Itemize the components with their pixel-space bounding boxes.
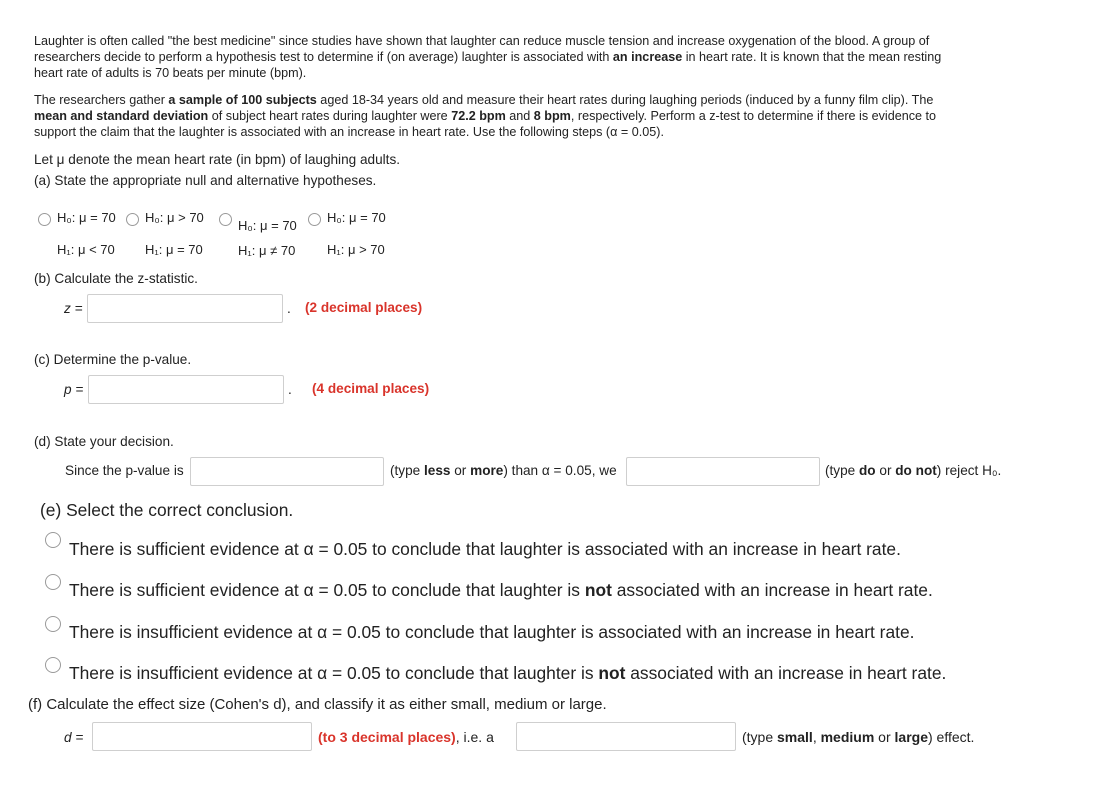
hyp-option-3-h1: H₁: μ ≠ 70 (238, 243, 296, 258)
z-statistic-input[interactable] (87, 294, 283, 323)
d-decimal-hint: (to 3 decimal places), i.e. a (318, 729, 494, 745)
intro-paragraph-2 (34, 92, 936, 140)
hyp-option-4-h1: H₁: μ > 70 (327, 242, 385, 257)
less-more-hint: (type less or more) than α = 0.05, we (390, 463, 617, 478)
hyp-option-2-radio[interactable] (126, 213, 139, 226)
conclusion-option-1-radio[interactable] (45, 532, 61, 548)
conclusion-option-4-text: There is insufficient evidence at α = 0.05 to conclude that laughter is not associated with an increase in heart rate. (69, 663, 947, 683)
z-period: . (287, 301, 291, 316)
intro-line: mean and standard deviation of subject heart rates during laughter were 72.2 bpm and 8 bpm, respectively. Perform a z-test to determine if there is evidence to (34, 109, 937, 123)
intro-line: heart rate of adults is 70 beats per minute (bpm). (34, 66, 307, 80)
hyp-option-4-radio[interactable] (308, 213, 321, 226)
part-a-label: (a) State the appropriate null and alternative hypotheses. (34, 173, 377, 188)
part-b-label: (b) Calculate the z-statistic. (34, 271, 198, 286)
effect-size-class-input[interactable] (516, 722, 736, 751)
p-period: . (288, 382, 292, 397)
intro-line: The researchers gather a sample of 100 subjects aged 18-34 years old and measure their heart rates during laughing periods (induced by a funny film clip). The (34, 93, 934, 107)
intro-line: Laughter is often called "the best medicine" since studies have shown that laughter can reduce muscle tension and increase oxygenation of the blood. A group of (34, 34, 930, 48)
effect-size-hint: (type small, medium or large) effect. (742, 729, 975, 745)
hyp-option-1-h1: H₁: μ < 70 (57, 242, 115, 257)
z-var-label: z = (64, 301, 83, 316)
cohens-d-input[interactable] (92, 722, 312, 751)
hyp-option-2-h0: H₀: μ > 70 (145, 210, 204, 225)
let-mu-text: Let μ denote the mean heart rate (in bpm) of laughing adults. (34, 152, 401, 167)
p-decimal-hint: (4 decimal places) (312, 381, 430, 396)
conclusion-option-2-text: There is sufficient evidence at α = 0.05 to conclude that laughter is not associated with an increase in heart rate. (69, 580, 933, 600)
intro-line: researchers decide to perform a hypothesis test to determine if (on average) laughter is associated with an increase in heart rate. It is known that the mean resting (34, 50, 942, 64)
conclusion-option-3-text: There is insufficient evidence at α = 0.05 to conclude that laughter is associated with an increase in heart rate. (69, 622, 915, 642)
do-donot-input[interactable] (626, 457, 820, 486)
hyp-option-3-h0: H₀: μ = 70 (238, 218, 297, 233)
part-c-label: (c) Determine the p-value. (34, 352, 192, 367)
intro-line: support the claim that the laughter is associated with an increase in heart rate. Use the following steps (α = 0.05). (34, 125, 664, 139)
hyp-option-1-radio[interactable] (38, 213, 51, 226)
part-f-label: (f) Calculate the effect size (Cohen's d), and classify it as either small, medium or large. (28, 696, 607, 713)
hyp-option-3-radio[interactable] (219, 213, 232, 226)
less-more-input[interactable] (190, 457, 384, 486)
z-decimal-hint: (2 decimal places) (305, 300, 423, 315)
hyp-option-2-h1: H₁: μ = 70 (145, 242, 203, 257)
conclusion-option-4-radio[interactable] (45, 657, 61, 673)
d-var-label: d = (64, 730, 84, 745)
conclusion-option-3-radio[interactable] (45, 616, 61, 632)
p-var-label: p = (64, 382, 84, 397)
intro-paragraph-1 (34, 33, 941, 81)
conclusion-option-1-text: There is sufficient evidence at α = 0.05 to conclude that laughter is associated with an increase in heart rate. (69, 539, 901, 559)
hyp-option-1-h0: H₀: μ = 70 (57, 210, 116, 225)
part-e-label: (e) Select the correct conclusion. (40, 500, 294, 520)
part-d-label: (d) State your decision. (34, 434, 174, 449)
conclusion-option-2-radio[interactable] (45, 574, 61, 590)
p-value-input[interactable] (88, 375, 284, 404)
since-text: Since the p-value is (65, 463, 184, 478)
hyp-option-4-h0: H₀: μ = 70 (327, 210, 386, 225)
do-donot-hint: (type do or do not) reject H₀. (825, 463, 1002, 478)
